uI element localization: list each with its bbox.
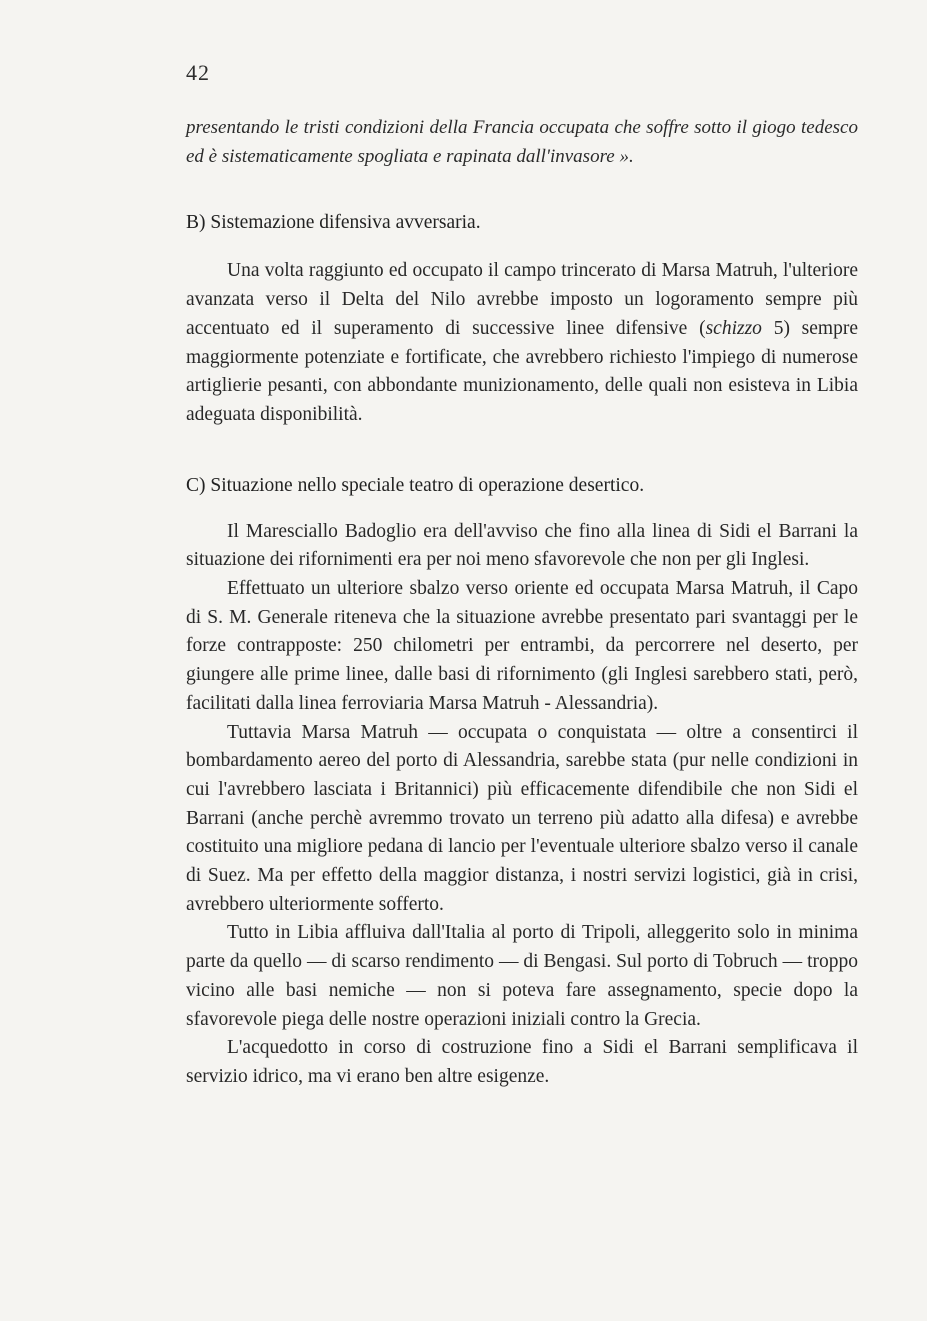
paragraph-b-1-part-2: 5) sempre maggiormente potenziate e fortificate, che avrebbero richiesto l'impiego di numerose artiglierie pesanti, con abbondante munizionamento, delle quali non esisteva in Libia adeguata disponibilità.	[186, 317, 858, 425]
page-number: 42	[186, 60, 210, 85]
page-content	[186, 114, 858, 1092]
paragraph-c-1: Il Maresciallo Badoglio era dell'avviso che fino alla linea di Sidi el Barrani la situazione dei rifornimenti era per noi meno sfavorevole che non per gli Inglesi.	[186, 520, 858, 571]
paragraph-c-3: Tuttavia Marsa Matruh — occupata o conquistata — oltre a consentirci il bombardamento aereo del porto di Alessandria, sarebbe stata (pur nelle condizioni in cui l'avrebbero lasciata i Britannici) più efficacemente difendibile che non Sidi el Barrani (anche perchè avremmo trovato un terreno più adatto alla difesa) e avrebbe costituito una migliore pedana di lancio per l'eventuale ulteriore sbalzo verso il canale di Suez. Ma per effetto della maggior distanza, i nostri servizi logistici, già in crisi, avrebbero ulteriormente sofferto.	[186, 721, 858, 915]
section-heading-c: C) Situazione nello speciale teatro di operazione desertico.	[186, 474, 645, 496]
paragraph-b-1	[186, 257, 858, 429]
schizzo-italic: schizzo	[705, 317, 762, 339]
paragraph-b-1-part-1: Una volta raggiunto ed occupato il campo trincerato di Marsa Matruh, l'ulteriore avanzata verso il Delta del Nilo avrebbe imposto un logoramento sempre più accentuato ed il superamento di successive linee difensive (	[186, 260, 858, 339]
paragraph-c-2: Effettuato un ulteriore sbalzo verso oriente ed occupata Marsa Matruh, il Capo di S. M. Generale riteneva che la situazione avrebbe presentato pari svantaggi per le forze contrapposte: 250 chilometri per entrambi, da percorrere nel deserto, per giungere alle prime linee, dalle basi di rifornimento (gli Inglesi sarebbero stati, però, facilitati dalla linea ferroviaria Marsa Matruh - Alessandria).	[186, 578, 858, 714]
paragraph-c-5: L'acquedotto in corso di costruzione fino a Sidi el Barrani semplificava il servizio idrico, ma vi erano ben altre esigenze.	[186, 1037, 858, 1087]
section-heading-b: B) Sistemazione difensiva avversaria.	[186, 212, 481, 234]
quote-continuation: presentando le tristi condizioni della Francia occupata che soffre sotto il giogo tedesco ed è sistematicamente spogliata e rapinata dall'invasore ».	[186, 117, 858, 167]
paragraph-c-4: Tutto in Libia affluiva dall'Italia al porto di Tripoli, alleggerito solo in minima parte da quello — di scarso rendimento — di Bengasi. Sul porto di Tobruch — troppo vicino alle basi nemiche — non si poteva fare assegnamento, specie dopo la sfavorevole piega delle nostre operazioni iniziali contro la Grecia.	[186, 922, 858, 1030]
